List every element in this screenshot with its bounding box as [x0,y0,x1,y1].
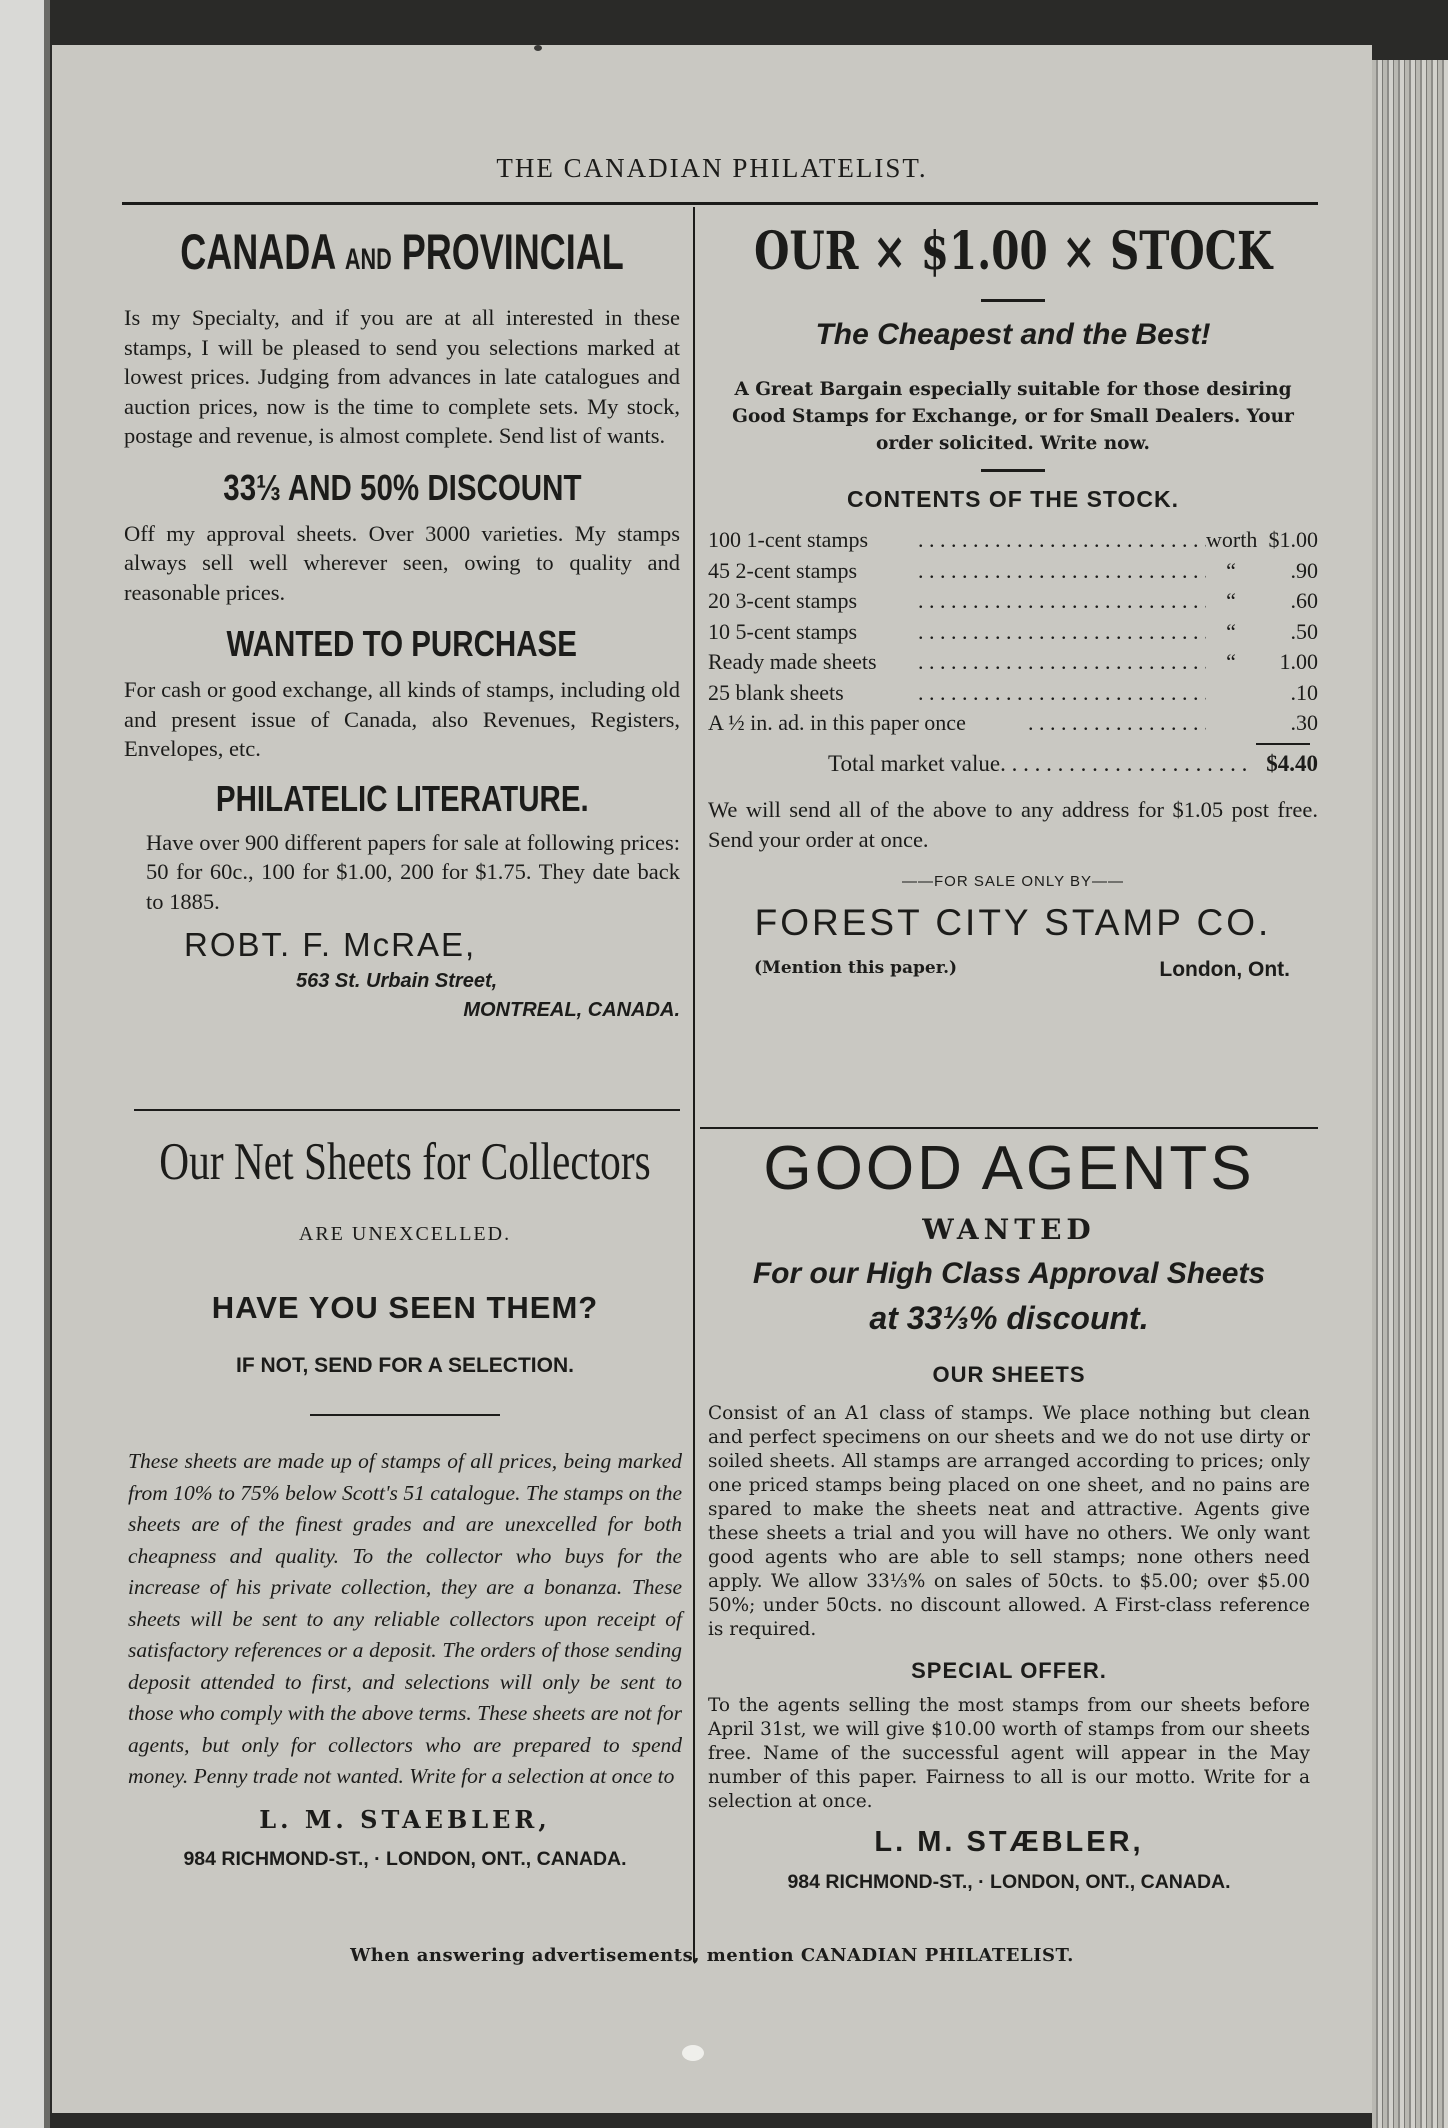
total-rule [1256,743,1310,745]
list-item: 45 2-cent stamps . . . “ .90 [708,556,1318,587]
mcrae-advertisement [124,217,680,1022]
ornament-rule [981,299,1045,302]
list-item: 10 5-cent stamps . . . “ .50 [708,617,1318,648]
mention-note: (Mention this paper.) [754,958,958,978]
company-location: London, Ont. [1159,958,1290,981]
paper-blemish [534,45,542,51]
list-item: A ½ in. ad. in this paper once . . . .30 [708,708,1318,739]
discount-heading: 33⅓ AND 50% DISCOUNT [222,466,582,508]
wanted-heading: WANTED TO PURCHASE [226,623,578,664]
stock-headline: OUR × $1.00 × STOCK [753,221,1273,282]
seen-them-heading: HAVE YOU SEEN THEM? [211,1290,599,1325]
special-offer-body: To the agents selling the most stamps from our sheets before April 31st, we will give $10.00 worth of stamps from our sheets free. Name of the successful agent will appear in the May number of this paper. Fairness to all is our motto. Write for a selection at once. [708,1695,1310,1812]
staebler-address-left: 984 RICHMOND-ST., · LONDON, ONT., CANADA. [183,1847,627,1870]
agents-subhead-1: For our High Class Approval Sheets [752,1257,1266,1290]
headline-provincial: PROVINCIAL [401,224,624,280]
total-row: Total market value . . . $4.40 [708,749,1318,780]
wanted-text: For cash or good exchange, all kinds of stamps, including old and present issue of Canada, also Revenues, Registers, Envelopes, etc. [124,677,680,761]
paper-blemish [682,2045,704,2061]
staebler-address-right: 984 RICHMOND-ST., · LONDON, ONT., CANADA. [787,1871,1231,1893]
wanted-line: WANTED [922,1213,1096,1246]
page-stack-edges [1372,60,1448,2128]
top-rule [122,202,1318,205]
good-agents-headline: GOOD AGENTS [763,1134,1255,1203]
for-sale-line: ——FOR SALE ONLY BY—— [902,873,1124,890]
column-divider [693,207,695,1962]
stock-bargain: A Great Bargain especially suitable for those desiring Good Stamps for Exchange, or for Small Dealers. Your order solicited. Write now. [732,379,1294,454]
list-item: 100 1-cent stamps . . . worth $1.00 [708,525,1318,556]
ornament-rule [981,469,1045,472]
running-head: THE CANADIAN PHILATELIST. [496,153,928,183]
net-sheets-headline: Our Net Sheets for Collectors [159,1133,651,1191]
special-offer-heading: SPECIAL OFFER. [911,1658,1107,1683]
our-sheets-heading: OUR SHEETS [932,1362,1086,1387]
mcrae-headline [124,217,680,295]
right-section-rule [700,1127,1318,1129]
stock-offer: We will send all of the above to any address for $1.05 post free. Send your order at once. [708,797,1318,852]
facing-page-edge [0,0,50,2128]
net-sheets-advertisement [124,1127,686,1871]
contents-heading: CONTENTS OF THE STOCK. [846,486,1180,512]
headline-and: AND [344,243,392,276]
magazine-page [52,45,1372,2113]
our-sheets-body: Consist of an A1 class of stamps. We place nothing but clean and perfect specimens on our sheets and we do not use dirty or soiled sheets. All stamps are arranged according to prices; only one priced stamps being placed on one sheet, and no pains are spared to make the sheets neat and attractive. Agents give these sheets a trial and you will have no others. We only want good agents who are able to sell stamps; none others need apply. We allow 33⅓% on sales of 50cts. to $5.00; over $5.00 50%; under 50cts. no discount allowed. A First-class reference is required. [708,1403,1310,1640]
left-section-rule [134,1109,680,1111]
literature-heading: PHILATELIC LITERATURE. [215,777,589,819]
page-footer: When answering advertisements, mention CANADIAN PHILATELIST. [350,1945,1074,1966]
staebler-name-right: L. M. STÆBLER, [874,1826,1144,1858]
stock-tagline: The Cheapest and the Best! [815,318,1211,351]
company-footer [708,958,1318,982]
list-item: 20 3-cent stamps . . . “ .60 [708,586,1318,617]
net-sheets-body: These sheets are made up of stamps of all prices, being marked from 10% to 75% below Scott's 51 catalogue. The stamps on the sheets are of the finest grades and are unexcelled for both cheapness and quality. To the collector who buys for the increase of his private collection, they are a bonanza. These sheets will be sent to any reliable collectors upon receipt of satisfactory references or a deposit. The orders of those sending deposit attended to first, and selections will only be sent to those who comply with the above terms. These sheets are not for agents, but only for collectors who are prepared to spend money. Penny trade not wanted. Write for a selection at once to [128,1449,682,1788]
stock-contents-list [708,525,1318,779]
discount-text: Off my approval sheets. Over 3000 varieties. My stamps always sell well wherever seen, owing to quality and reasonable prices. [124,520,680,605]
mcrae-city: MONTREAL, CANADA. [463,999,680,1021]
literature-text: Have over 900 different papers for sale at following prices: 50 for 60c., 100 for $1.00, 200 for $1.75. They date back to 1885. [146,829,680,914]
list-item: Ready made sheets . . . “ 1.00 [708,647,1318,678]
if-not-line: IF NOT, SEND FOR A SELECTION. [236,1354,574,1377]
mcrae-street: 563 St. Urbain Street, [296,970,498,992]
headline-canada: CANADA [180,224,335,280]
stock-advertisement [708,217,1318,982]
list-item: 25 blank sheets . . . .10 [708,678,1318,709]
unexcelled-line: ARE UNEXCELLED. [298,1223,512,1245]
forest-city-company: FOREST CITY STAMP CO. [754,902,1272,943]
ornament-rule [310,1414,500,1416]
mcrae-name: ROBT. F. McRAE, [184,926,477,963]
agents-subhead-2: at 33⅓% discount. [869,1300,1149,1336]
staebler-name-left: L. M. STAEBLER, [259,1804,551,1834]
mcrae-intro: Is my Specialty, and if you are at all interested in these stamps, I will be pleased to send you selections marked at lowest prices. Judging from advances in late catalogues and auction prices, now is the time to complete sets. My stock, postage and revenue, is almost complete. Send list of wants. [124,305,680,448]
good-agents-advertisement [700,1133,1318,1894]
